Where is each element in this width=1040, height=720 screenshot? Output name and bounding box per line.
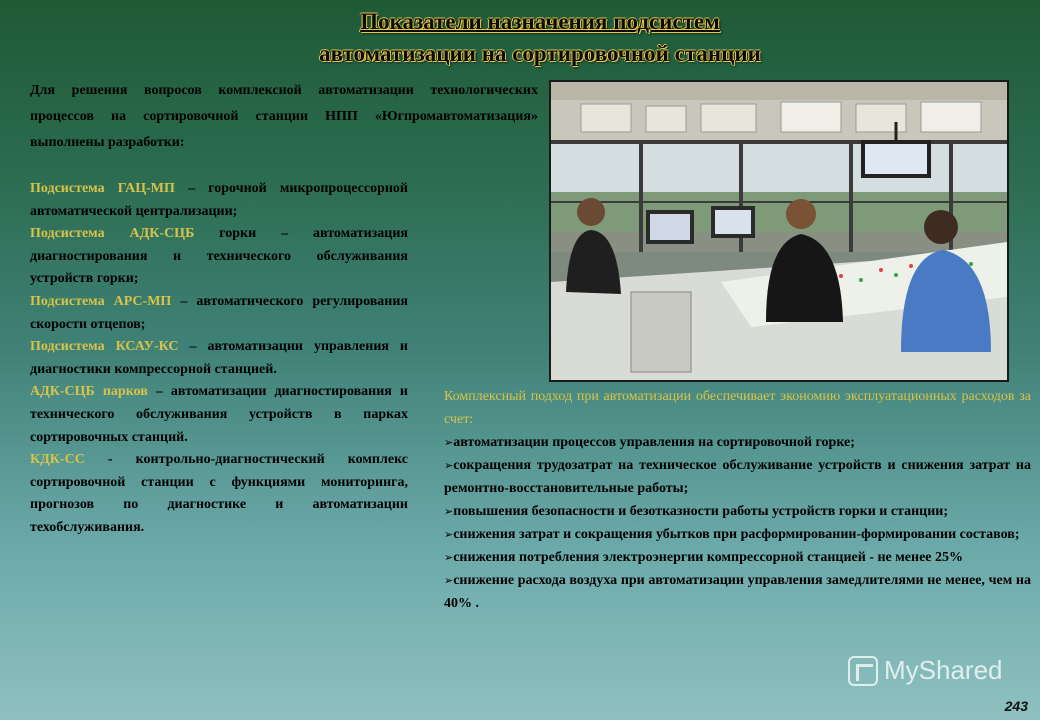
subsystem-item	[30, 381, 408, 449]
benefit-item	[444, 523, 1031, 546]
myshared-logo-icon	[848, 656, 878, 686]
subsystem-item	[30, 336, 408, 381]
watermark-text: MyShared	[884, 655, 1003, 685]
subsystem-name: Подсистема АДК-СЦБ	[30, 226, 195, 242]
subsystem-description: - контрольно-диагностический комплекс сортировочной станции с функциями мониторинга, прогнозов по диагностике и автоматизации техобслуживания.	[30, 452, 408, 535]
intro-paragraph: Для решения вопросов комплексной автоматизации технологических процессов на сортировочной станции НПП «Югпромавтоматизация» выполнены разработки:	[30, 83, 538, 150]
subsystem-description: – автоматического регулирования скорости отцепов;	[30, 293, 408, 332]
subsystem-item	[30, 291, 408, 336]
benefit-text: повышения безопасности и безотказности работы устройств горки и станции;	[453, 504, 949, 519]
title-line-2: автоматизации на сортировочной станции	[319, 41, 761, 66]
subsystem-description: – горочной микропроцессорной автоматической централизации;	[30, 181, 408, 219]
benefit-item	[444, 569, 1031, 615]
benefit-text: снижения затрат и сокращения убытков при расформировании-формировании составов;	[453, 527, 1020, 542]
watermark	[848, 655, 1003, 686]
benefit-item	[444, 500, 1031, 523]
subsystem-description: горки – автоматизация диагностирования и технического обслуживания устройств горки;	[30, 226, 409, 287]
subsystem-item	[30, 449, 408, 539]
title-line-1: Показатели назначения подсистем	[360, 9, 720, 34]
page-number: 243	[1004, 698, 1028, 714]
benefit-item	[444, 546, 1031, 569]
subsystem-description: – автоматизации диагностирования и технического обслуживания устройств в парках сортировочных станций.	[30, 384, 408, 445]
benefits-lead: Комплексный подход при автоматизации обеспечивает экономию эксплуатационных расходов за счет:	[444, 389, 1031, 427]
arrow-bullet-icon: ➢	[444, 551, 454, 564]
arrow-bullet-icon: ➢	[444, 528, 454, 541]
benefit-item	[444, 431, 1031, 454]
subsystem-name: АДК-СЦБ парков	[30, 384, 148, 400]
benefit-text: сокращения трудозатрат на техническое обслуживание устройств и снижения затрат на ремонтно-восстановительные работы;	[444, 458, 1031, 496]
subsystems-list	[30, 178, 408, 540]
photo-illustration	[551, 82, 1007, 380]
control-room-photo	[549, 80, 1009, 382]
benefit-item	[444, 454, 1031, 500]
arrow-bullet-icon: ➢	[444, 505, 454, 518]
benefit-text: снижения потребления электроэнергии компрессорной станцией - не менее 25%	[453, 550, 964, 565]
arrow-bullet-icon: ➢	[444, 459, 454, 472]
arrow-bullet-icon: ➢	[444, 574, 454, 587]
benefits-section	[444, 385, 1031, 615]
subsystem-item	[30, 223, 408, 291]
arrow-bullet-icon: ➢	[444, 436, 454, 449]
subsystem-name: Подсистема КСАУ-КС	[30, 339, 179, 355]
benefit-text: снижение расхода воздуха при автоматизации управления замедлителями не менее, чем на 40% .	[444, 573, 1031, 611]
page-title	[160, 6, 920, 70]
subsystem-name: Подсистема АРС-МП	[30, 293, 172, 309]
subsystem-name: КДК-СС	[30, 452, 85, 468]
subsystem-name: Подсистема ГАЦ-МП	[30, 181, 175, 196]
benefit-text: автоматизации процессов управления на сортировочной горке;	[453, 435, 855, 450]
subsystem-description: – автоматизации управления и диагностики компрессорной станцией.	[30, 339, 408, 377]
subsystem-item	[30, 178, 408, 223]
